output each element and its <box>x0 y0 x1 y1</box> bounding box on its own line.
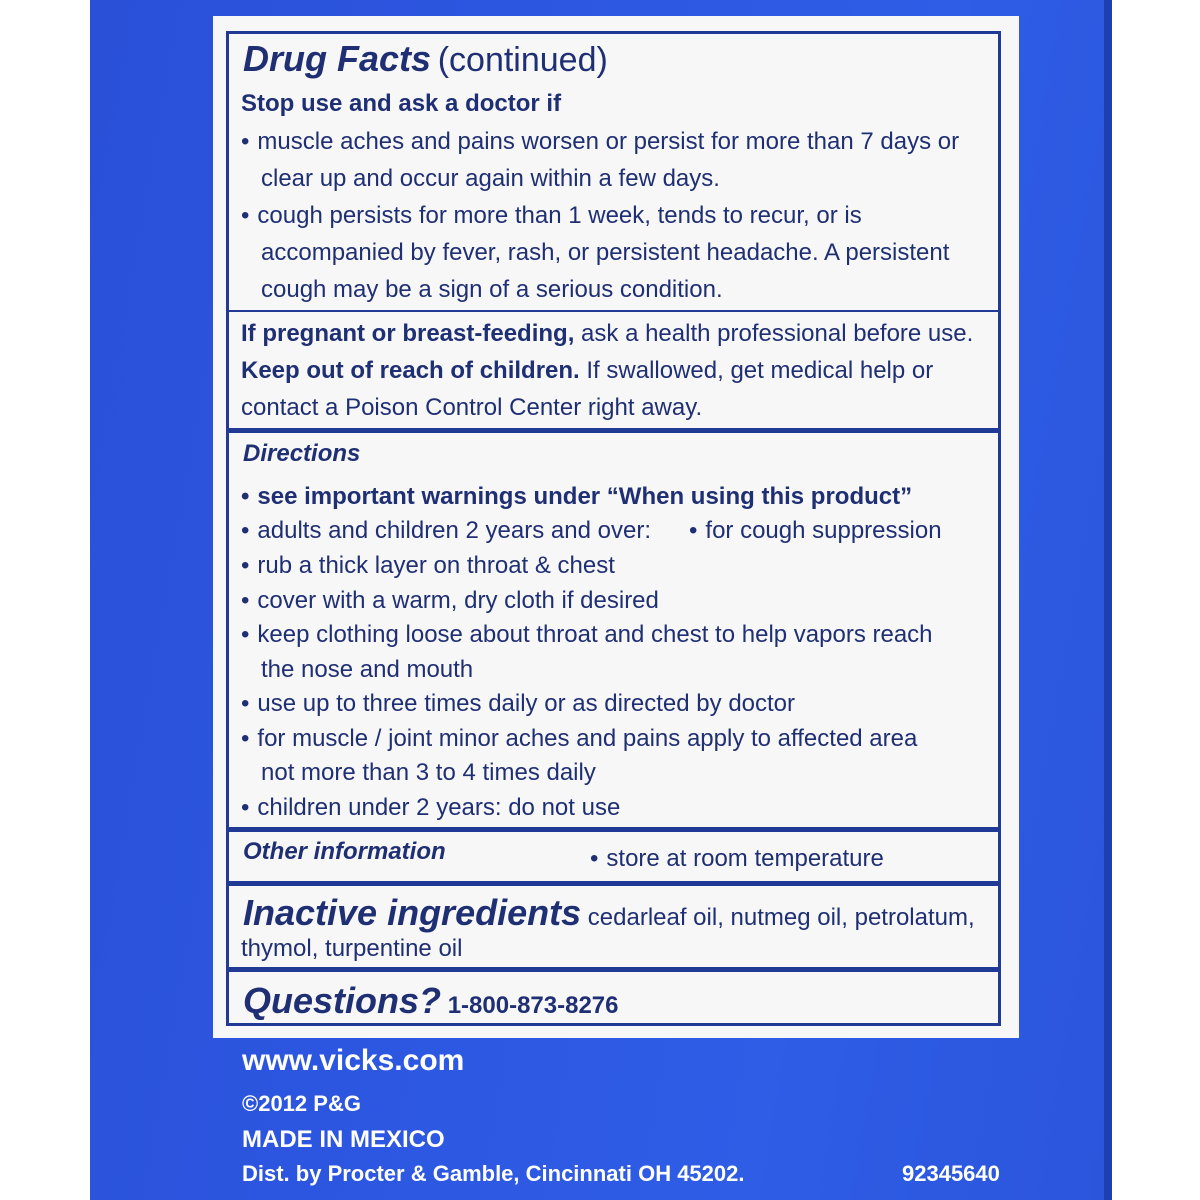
directions-item: • for muscle / joint minor aches and pains apply to affected area <box>241 725 917 753</box>
questions-line <box>243 980 619 1022</box>
directions-item-cont: the nose and mouth <box>261 656 474 683</box>
drug-facts-subtitle: (continued) <box>437 41 608 79</box>
directions-item: • cover with a warm, dry cloth if desired <box>241 587 659 615</box>
divider-inactive <box>229 881 998 886</box>
keep-out-warning <box>241 357 933 385</box>
directions-item-cont: not more than 3 to 4 times daily <box>261 759 596 786</box>
divider-directions <box>229 428 998 433</box>
stop-use-item: • muscle aches and pains worsen or persist for more than 7 days or <box>241 128 959 156</box>
divider-questions <box>229 967 998 972</box>
divider-stop-use <box>229 310 998 312</box>
questions-heading: Questions? <box>243 980 442 1021</box>
pregnant-text: ask a health professional before use. <box>581 320 974 347</box>
directions-heading: Directions <box>243 440 361 467</box>
divider-other-info <box>229 827 998 832</box>
stop-use-item-cont: accompanied by fever, rash, or persistent headache. A persistent <box>261 239 950 266</box>
inactive-text-cont: thymol, turpentine oil <box>241 935 463 962</box>
pregnant-label: If pregnant or breast-feeding, <box>241 320 575 347</box>
directions-item: • use up to three times daily or as directed by doctor <box>241 690 795 718</box>
directions-item: • rub a thick layer on throat & chest <box>241 552 615 580</box>
stop-use-heading: Stop use and ask a doctor if <box>241 90 562 117</box>
directions-item: • see important warnings under “When using this product” <box>241 483 912 511</box>
directions-item-extra: • for cough suppression <box>689 517 942 545</box>
other-info-item: • store at room temperature <box>590 845 884 873</box>
questions-phone: 1-800-873-8276 <box>447 992 619 1019</box>
distributor: Dist. by Procter & Gamble, Cincinnati OH 45202. <box>242 1161 745 1186</box>
pregnant-warning <box>241 320 973 348</box>
drug-facts-header <box>243 38 608 80</box>
other-info-heading: Other information <box>243 838 446 865</box>
website-link: www.vicks.com <box>242 1044 465 1077</box>
directions-item: • keep clothing loose about throat and chest to help vapors reach <box>241 621 933 649</box>
keep-out-text-cont: contact a Poison Control Center right away. <box>241 394 703 421</box>
copyright: ©2012 P&G <box>242 1091 361 1116</box>
stop-use-item: • cough persists for more than 1 week, tends to recur, or is <box>241 202 862 230</box>
stop-use-item-cont: clear up and occur again within a few days. <box>261 165 720 192</box>
package-edge <box>1104 0 1112 1200</box>
inactive-heading: Inactive ingredients <box>243 892 582 933</box>
directions-item: • children under 2 years: do not use <box>241 794 620 822</box>
directions-item: • adults and children 2 years and over: <box>241 517 651 545</box>
inactive-text: cedarleaf oil, nutmeg oil, petrolatum, <box>587 904 975 931</box>
inactive-line <box>243 892 975 934</box>
made-in: MADE IN MEXICO <box>242 1126 445 1153</box>
drug-facts-title: Drug Facts <box>243 38 432 79</box>
keep-out-text: If swallowed, get medical help or <box>586 357 934 384</box>
stop-use-item-cont: cough may be a sign of a serious condition. <box>261 276 723 303</box>
keep-out-label: Keep out of reach of children. <box>241 357 580 384</box>
product-code: 92345640 <box>902 1161 1000 1186</box>
